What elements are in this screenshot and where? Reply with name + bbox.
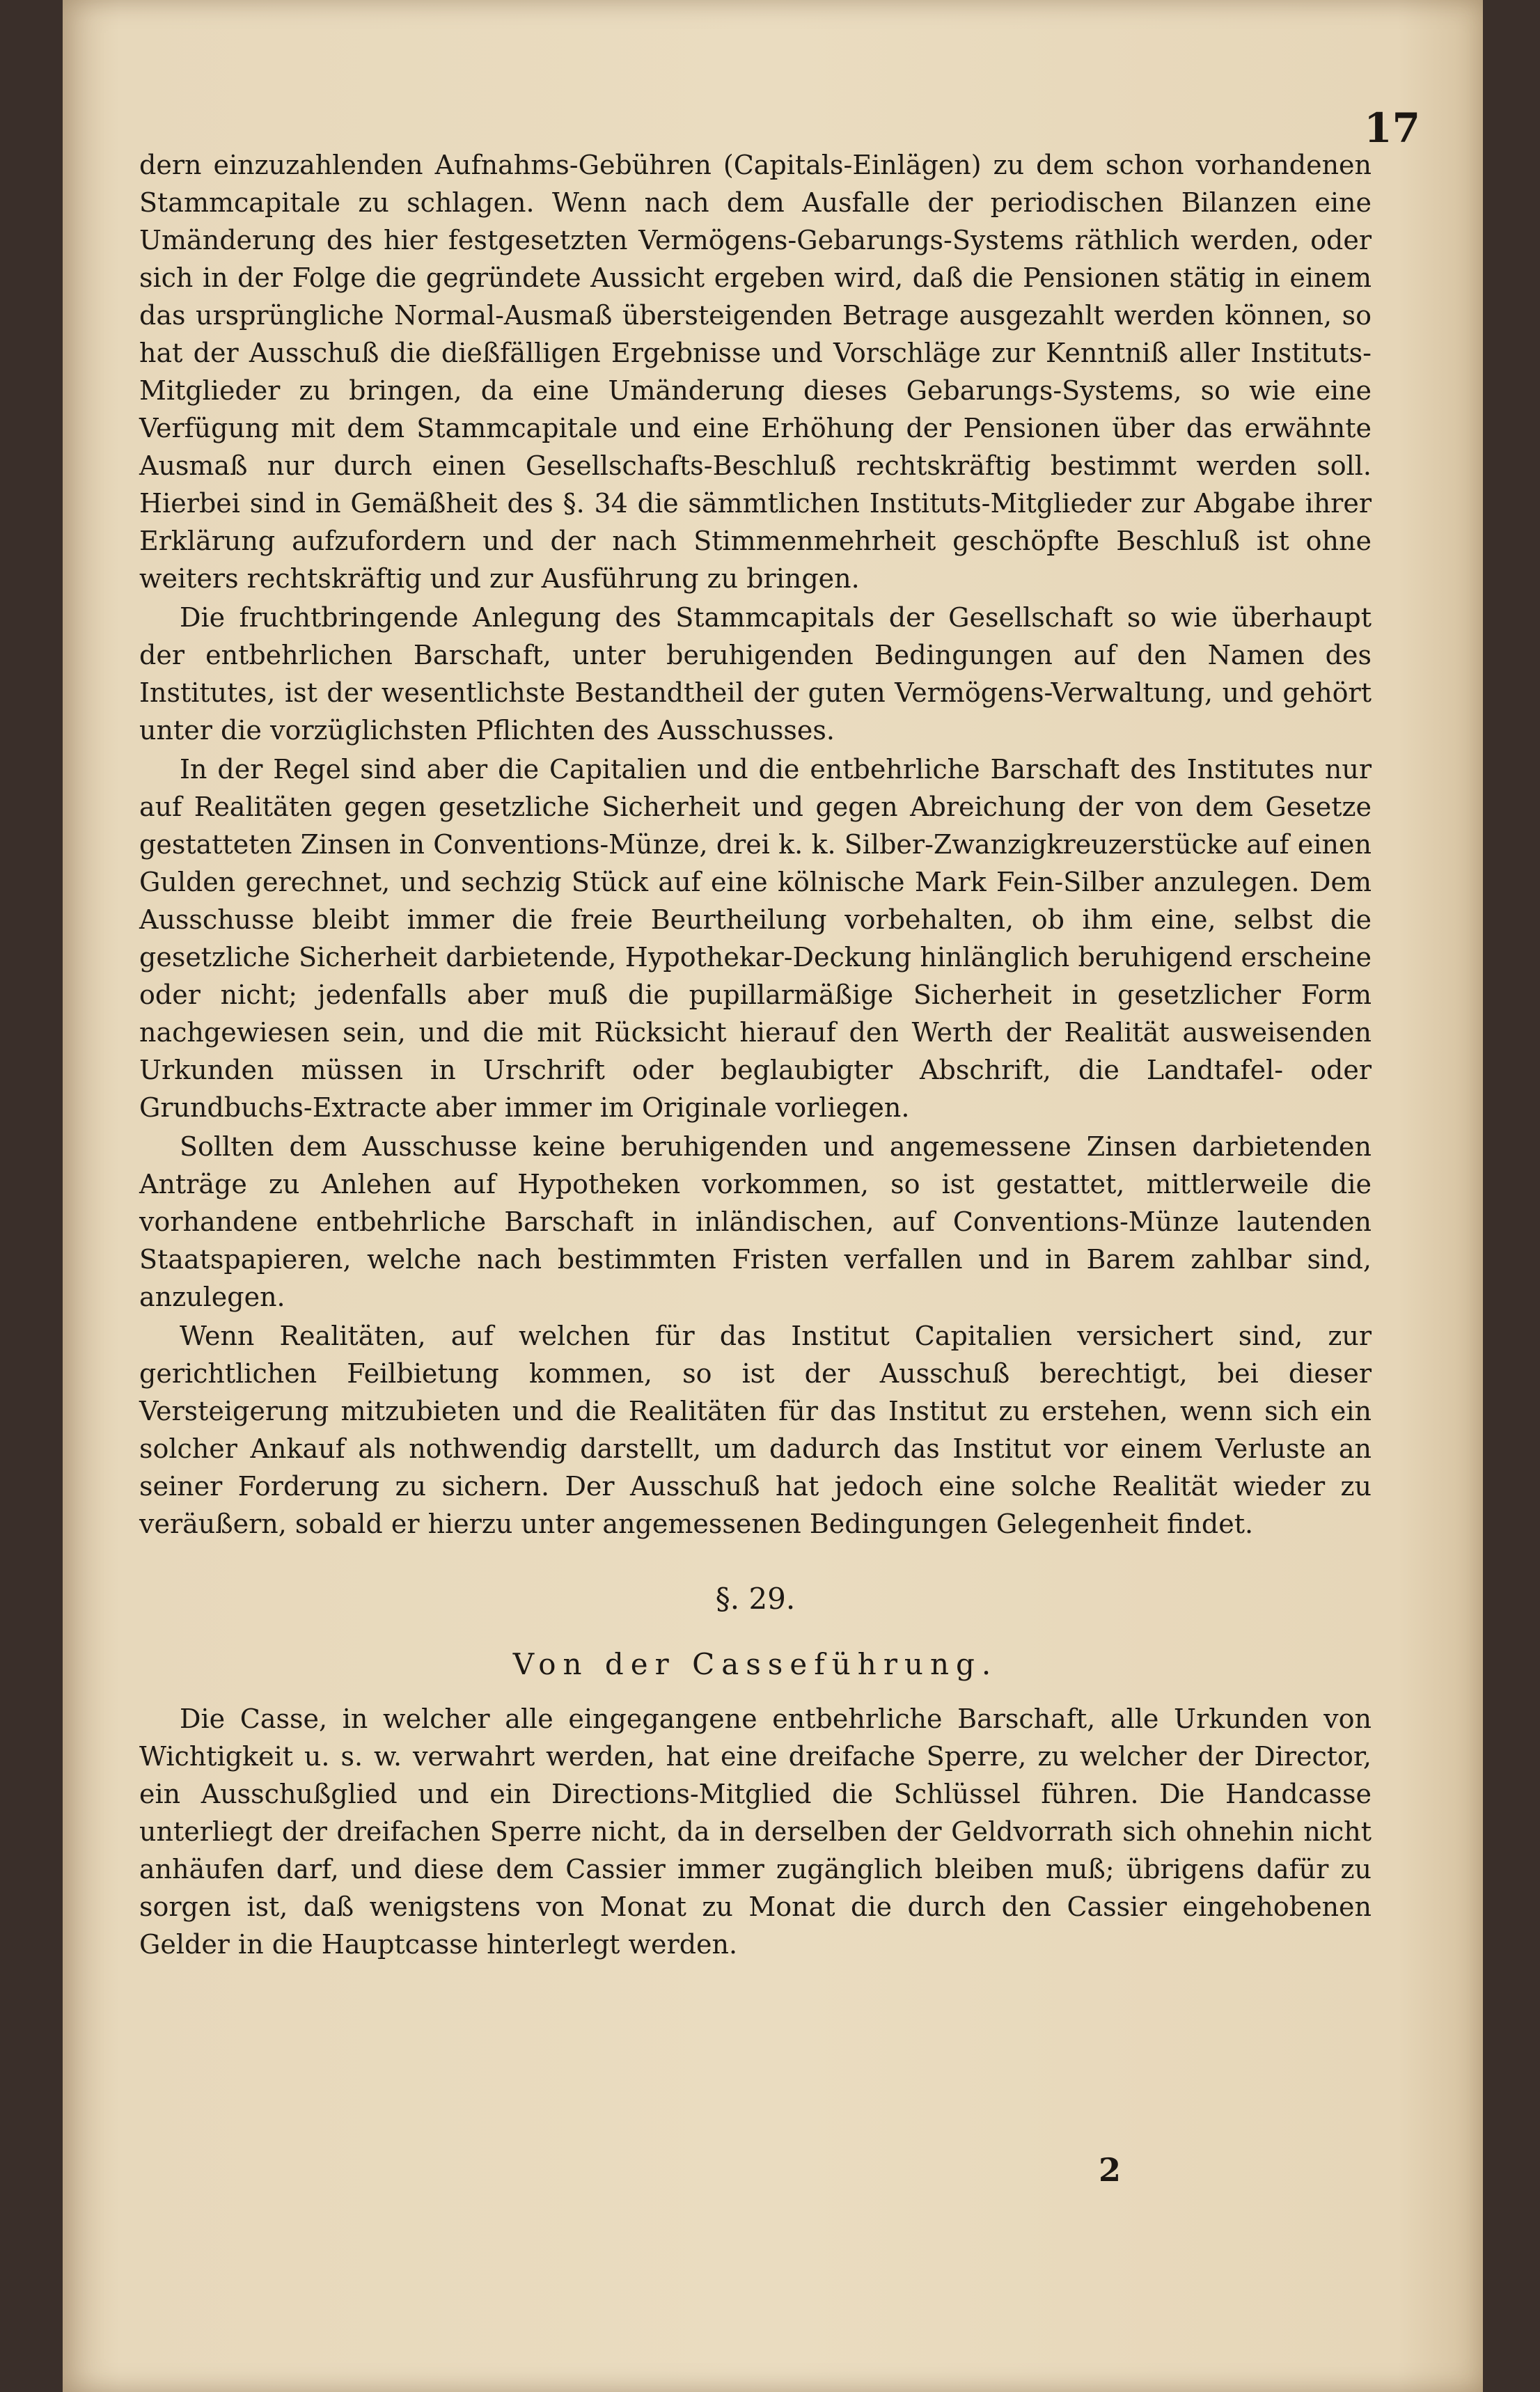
paragraph: Die Casse, in welcher alle eingegangene entbehrliche Barschaft, alle Urkunden von Wichtigkeit u. s. w. verwahrt werden, hat eine dreifache Sperre, zu welcher der Director, ein Ausschußglied und ein Directions-Mitglied die Schlüssel führen. Die Handcasse unterliegt der dreifachen Sperre nicht, da in derselben der Geldvorrath sich ohnehin nicht anhäufen darf, und diese dem Cassier immer zugänglich bleiben muß; übrigens dafür zu sorgen ist, daß wenigstens von Monat zu Monat die durch den Cassier eingehobenen Gelder in die Hauptcasse hinterlegt werden.: [139, 1703, 1372, 1960]
paragraph: Wenn Realitäten, auf welchen für das Institut Capitalien versichert sind, zur gerichtlichen Feilbietung kommen, so ist der Ausschuß berechtigt, bei dieser Versteigerung mitzubieten und die Realitäten für das Institut zu erstehen, wenn sich ein solcher Ankauf als nothwendig darstellt, um dadurch das Institut vor einem Verluste an seiner Forderung zu sichern. Der Ausschuß hat jedoch eine solche Realität wieder zu veräußern, sobald er hierzu unter angemessenen Bedingungen Gelegenheit findet.: [139, 1321, 1372, 1539]
paragraph: Die fruchtbringende Anlegung des Stammcapitals der Gesellschaft so wie überhaupt der entbehrlichen Barschaft, unter beruhigenden Bedingungen auf den Namen des Institutes, ist der wesentlichste Bestandtheil der guten Vermögens-Verwaltung, und gehört unter die vorzüglichsten Pflichten des Ausschusses.: [139, 602, 1372, 746]
section-title: Von der Casseführung.: [512, 1647, 998, 1681]
signature-mark: 2: [1098, 2151, 1121, 2189]
book-page: [63, 0, 1483, 2392]
paragraph: Sollten dem Ausschusse keine beruhigenden und angemessene Zinsen darbietenden Anträge zu Anlehen auf Hypotheken vorkommen, so ist gestattet, mittlerweile die vorhandene entbehrliche Barschaft in inländischen, auf Conventions-Münze lautenden Staatspapieren, welche nach bestimmten Fristen verfallen und in Barem zahlbar sind, anzulegen.: [139, 1131, 1372, 1312]
paragraph: In der Regel sind aber die Capitalien und die entbehrliche Barschaft des Institutes nur auf Realitäten gegen gesetzliche Sicherheit und gegen Abreichung der von dem Gesetze gestatteten Zinsen in Conventions-Münze, drei k. k. Silber-Zwanzigkreuzerstücke auf einen Gulden gerechnet, und sechzig Stück auf eine kölnische Mark Fein-Silber anzulegen. Dem Ausschusse bleibt immer die freie Beurtheilung vorbehalten, ob ihm eine, selbst die gesetzliche Sicherheit darbietende, Hypothekar-Deckung hinlänglich beruhigend erscheine oder nicht; jedenfalls aber muß die pupillarmäßige Sicherheit in gesetzlicher Form nachgewiesen sein, und die mit Rücksicht hierauf den Werth der Realität ausweisenden Urkunden müssen in Urschrift oder beglaubigter Abschrift, die Landtafel- oder Grundbuchs-Extracte aber immer im Originale vorliegen.: [139, 754, 1372, 1123]
paragraph: dern einzuzahlenden Aufnahms-Gebühren (Capitals-Einlägen) zu dem schon vorhandenen Stammcapitale zu schlagen. Wenn nach dem Ausfalle der periodischen Bilanzen eine Umänderung des hier festgesetzten Vermögens-Gebarungs-Systems räthlich werden, oder sich in der Folge die gegründete Aussicht ergeben wird, daß die Pensionen stätig in einem das ursprüngliche Normal-Ausmaß übersteigenden Betrage ausgezahlt werden können, so hat der Ausschuß die dießfälligen Ergebnisse und Vorschläge zur Kenntniß aller Instituts-Mitglieder zu bringen, da eine Umänderung dieses Gebarungs-Systems, so wie eine Verfügung mit dem Stammcapitale und eine Erhöhung der Pensionen über das erwähnte Ausmaß nur durch einen Gesellschafts-Beschluß rechtskräftig bestimmt werden soll. Hierbei sind in Gemäßheit des §. 34 die sämmtlichen Instituts-Mitglieder zur Abgabe ihrer Erklärung aufzufordern und der nach Stimmenmehrheit geschöpfte Beschluß ist ohne weiters rechtskräftig und zur Ausführung zu bringen.: [139, 150, 1372, 594]
section-number: §. 29.: [715, 1582, 796, 1616]
page-body: [139, 146, 1372, 1965]
page-number: 17: [1364, 104, 1420, 152]
